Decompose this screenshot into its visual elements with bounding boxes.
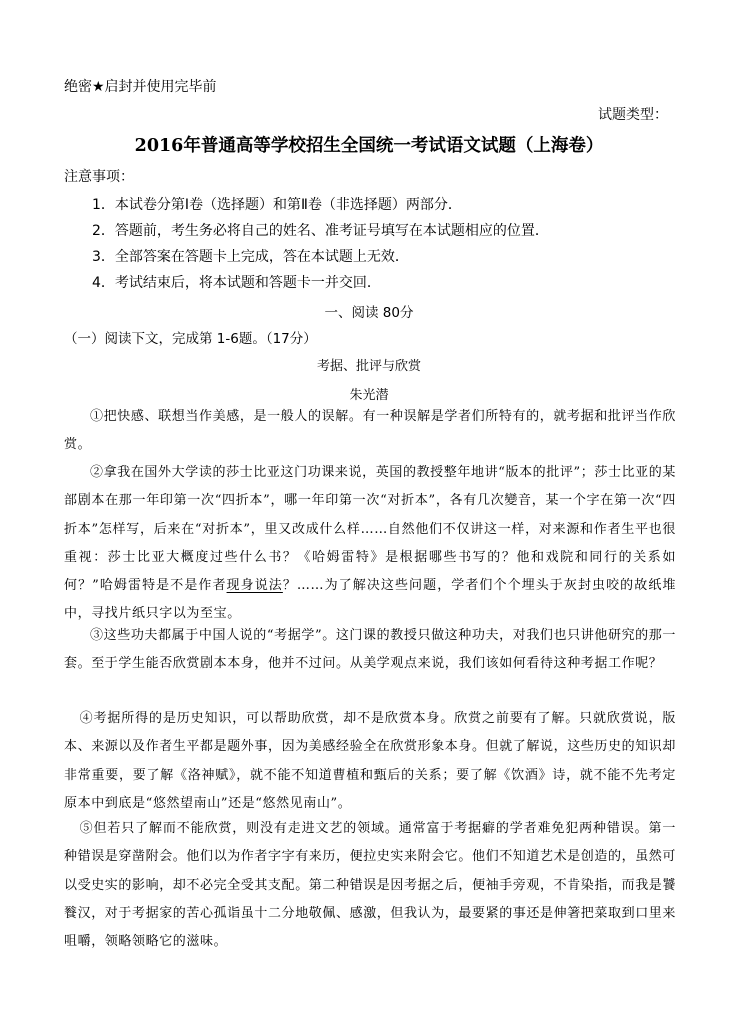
note-item: 3．全部答案在答题卡上完成，答在本试题上无效． [92, 249, 409, 265]
section-heading: 一、阅读 80分 [324, 305, 414, 321]
article-paragraph-3: ③这些功夫都属于中国人说的“考据学”。这门课的教授只做这种功夫，对我们也只讲他研究的那一套。至于学生能否欣赏剧本本身，他并不过问。从美学观点来说，我们该如何看待这种考据工作呢？ [64, 628, 676, 672]
article-author: 朱光潜 [349, 388, 389, 403]
underlined-phrase: 现身说法 [226, 578, 283, 594]
subsection-instruction: （一）阅读下文，完成第 1-6题。（17分） [64, 331, 317, 347]
note-item: 2．答题前，考生务必将自己的姓名、准考证号填写在本试题相应的位置． [92, 223, 549, 239]
article-paragraph-2 [64, 459, 676, 629]
exam-title: 2016年普通高等学校招生全国统一考试语文试题（上海卷） [134, 136, 604, 156]
article-paragraph-1: ①把快感、联想当作美感，是一般人的误解。有一种误解是学者们所特有的，就考据和批评当作欣赏。 [64, 409, 676, 453]
paragraph-text: ②拿我在国外大学读的莎士比亚这门功课来说，英国的教授整年地讲“版本的批评”；莎士比亚的某部剧本在那一年印第一次“四折本”，哪一年印第一次“对折本”，各有几次變音，某一个字在第一次“四折本”怎样写，后来在“对折本”，里又改成什么样……自然他们不仅讲这一样，对来源和作者生平也很重视：莎士比亚大概度过些什么书？《哈姆雷特》是根据哪些书写的？他和戏院和同行的关系如何？”哈姆雷特是不是作者 [64, 465, 676, 594]
notes-heading: 注意事项： [64, 169, 134, 185]
note-item: 1．本试卷分第Ⅰ卷（选择题）和第Ⅱ卷（非选择题）两部分． [92, 197, 462, 213]
question-type-label: 试题类型： [598, 107, 668, 123]
note-item: 4．考试结束后，将本试题和答题卡一并交回． [92, 275, 381, 291]
article-paragraph-5: ⑤但若只了解而不能欣赏，则没有走进文艺的领域。通常富于考据癖的学者难免犯两种错误。第一种错误是穿凿附会。他们以为作者字字有来历，便拉史实来附会它。他们不知道艺术是创造的，虽然可以受史实的影响，却不必完全受其支配。第二种错误是因考据之后，便袖手旁观，不肯染指，而我是饕餮汉，对于考据家的苦心孤诣虽十二分地敬佩、感激，但我认为，最要紧的事还是伸箸把菜取到口里来咀嚼，领略领略它的滋味。 [64, 821, 677, 950]
article-title: 考据、批评与欣赏 [316, 359, 421, 374]
paragraph-text: ？……为了解决这些问题，学者们个个埋头于灰封虫咬的故纸堆中，寻找片纸只字以为至宝。 [64, 578, 676, 622]
article-paragraph-4: ④考据所得的是历史知识，可以帮助欣赏，却不是欣赏本身。欣赏之前要有了解。只就欣赏说，版本、来源以及作者生平都是题外事，因为美感经验全在欣赏形象本身。但就了解说，这些历史的知识却非常重要，要了解《洛神赋》，就不能不知道曹植和甄后的关系；要了解《饮酒》诗，就不能不先考定原本中到底是“悠然望南山”还是“悠然见南山”。 [64, 711, 677, 811]
confidential-notice: 绝密★启封并使用完毕前 [64, 79, 217, 95]
